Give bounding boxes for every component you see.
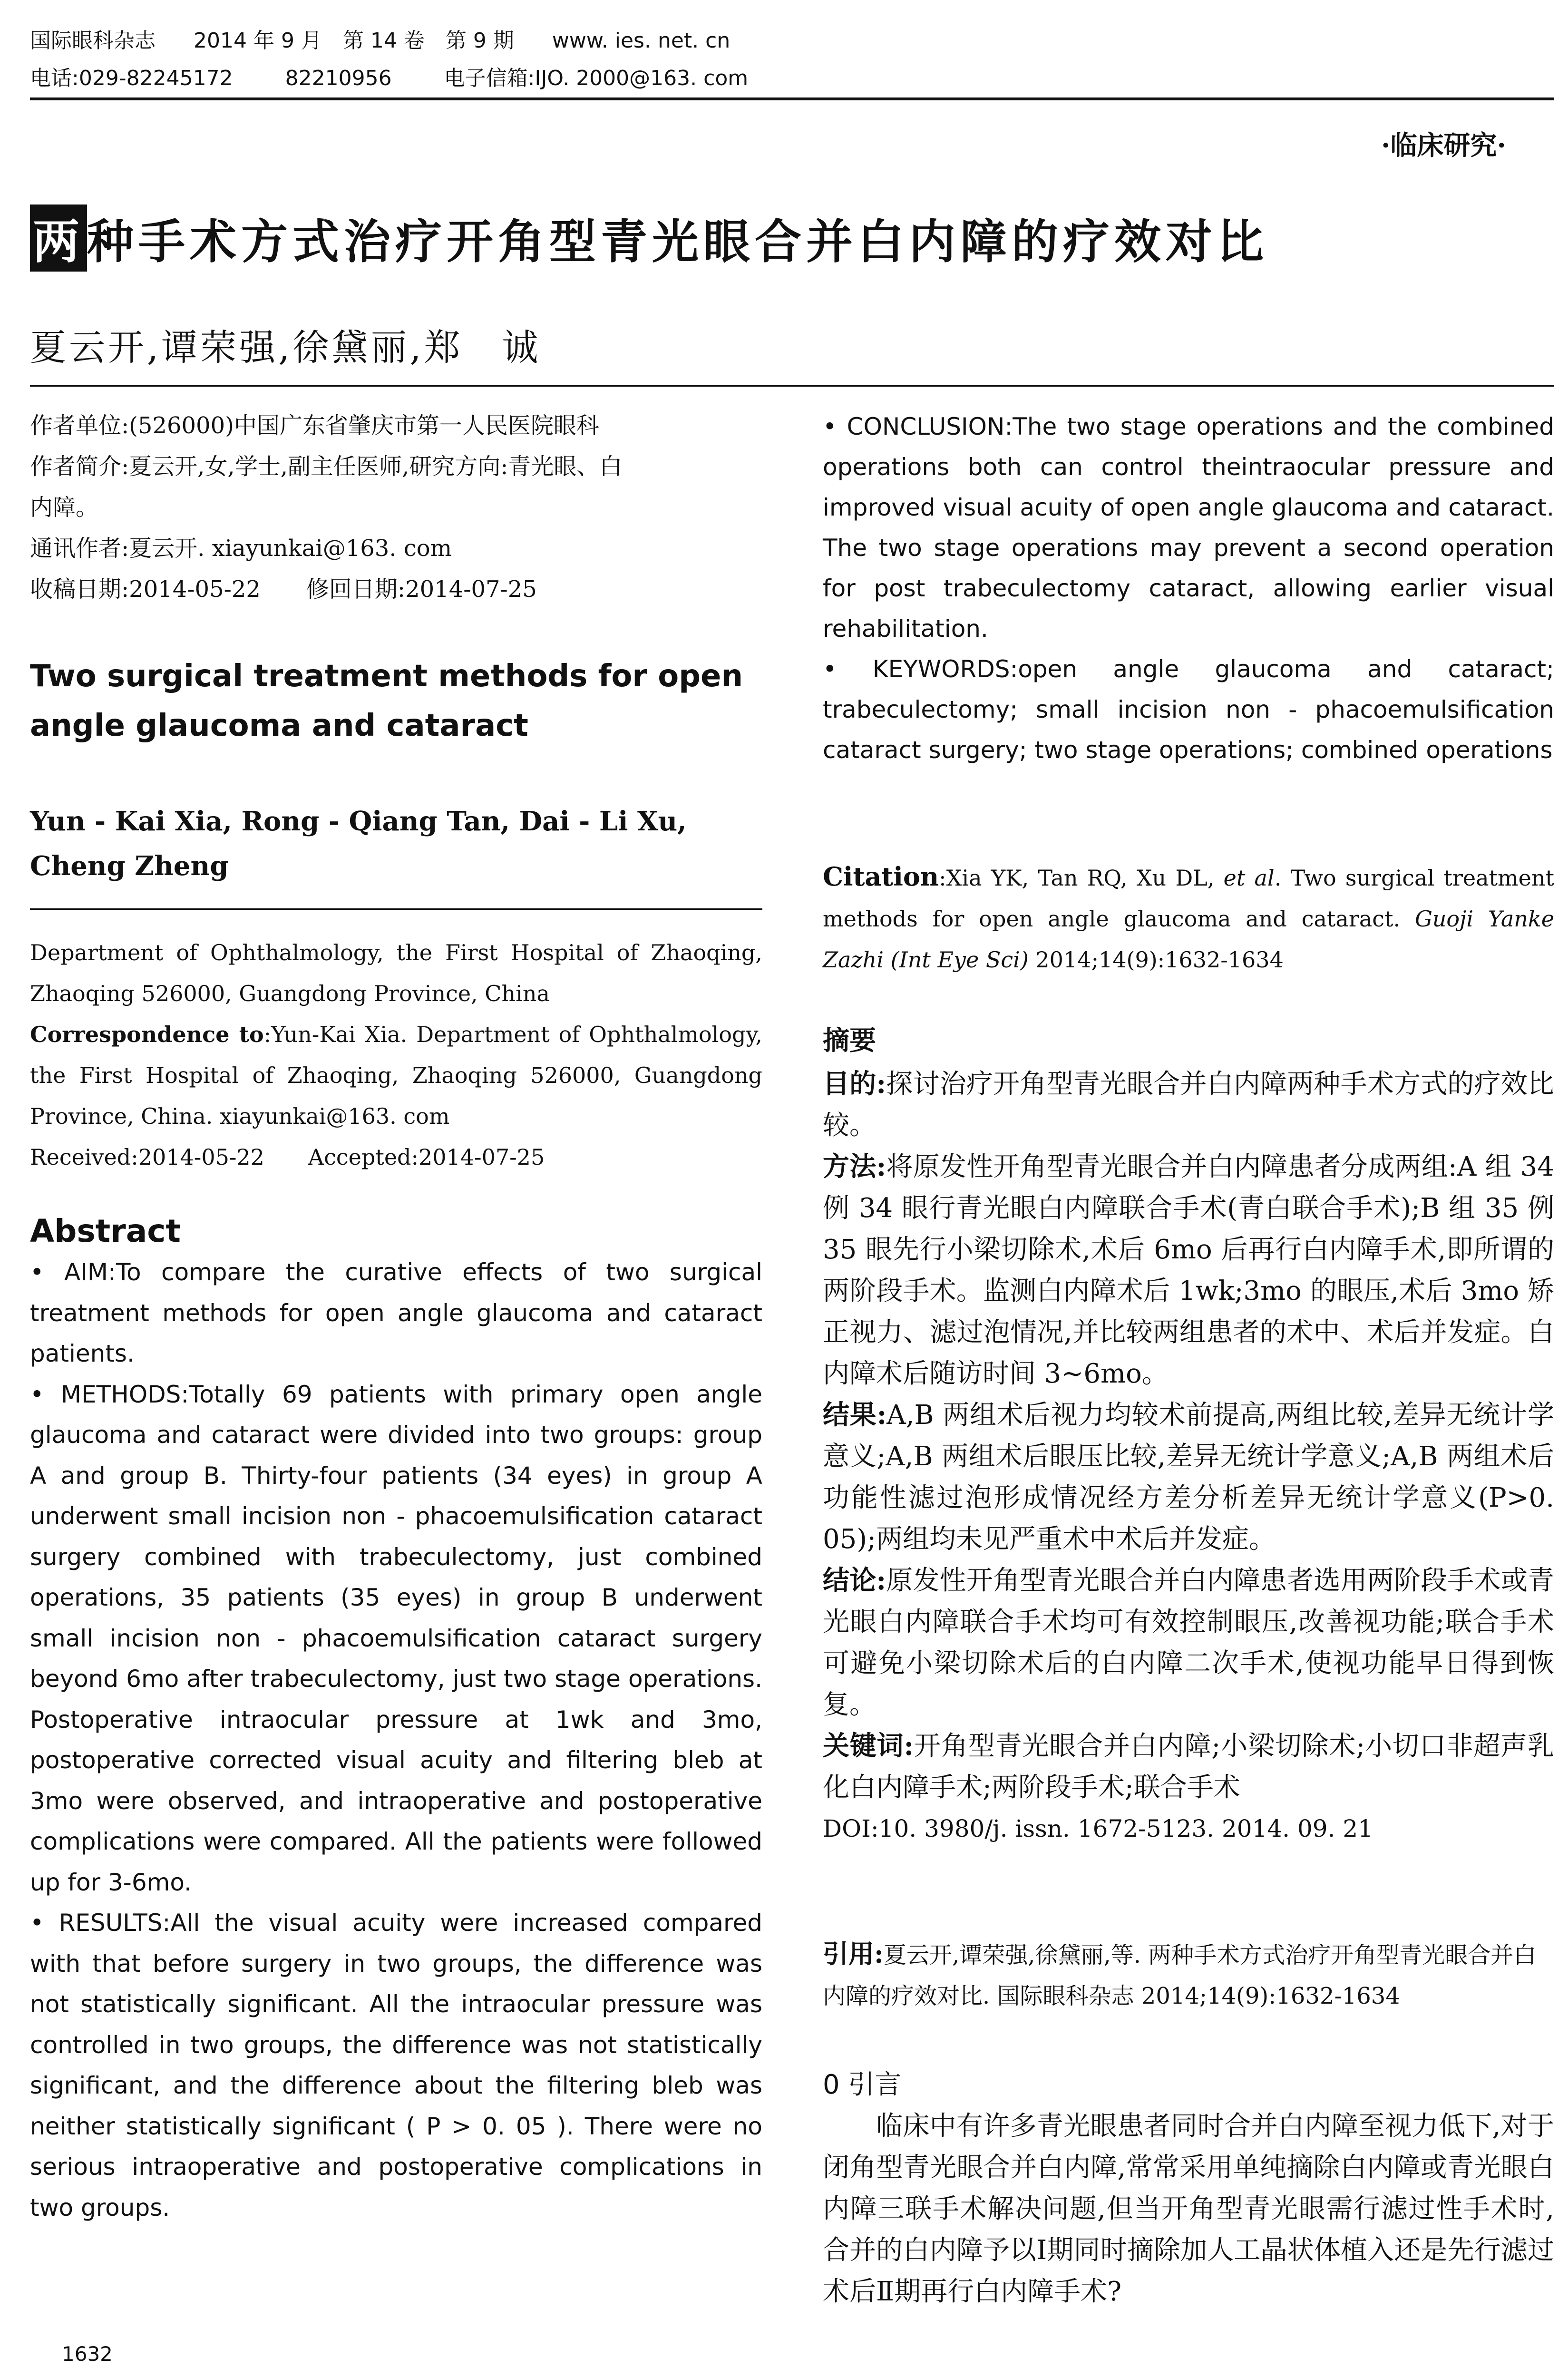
section-tag: ·临床研究·: [1381, 130, 1506, 161]
cn-citation-text: 夏云开,谭荣强,徐黛丽,等. 两种手术方式治疗开角型青光眼合并白内障的疗效对比. 国际眼科杂志 2014;14(9):1632-1634: [823, 1942, 1537, 2009]
authors-cn: 夏云开,谭荣强,徐黛丽,郑 诚: [30, 326, 541, 369]
abstract-keywords: [823, 649, 1554, 770]
aim-text: To compare the curative effects of two surgical treatment methods for open angle glaucoma and cataract patients.: [30, 1258, 762, 1367]
conclusion-label: • CONCLUSION:: [823, 413, 1013, 440]
issue-info: 2014 年 9 月 第 14 卷 第 9 期: [194, 29, 514, 53]
conclusion-text: The two stage operations and the combined operations both can control theintraocular pressure and improved visual acuity of open angle glaucoma and cataract. The two stage operations may prevent a second operation for post trabeculectomy cataract, allowing earlier visual rehabilitation.: [823, 413, 1554, 643]
citation-text-pre: :Xia YK, Tan RQ, Xu DL,: [939, 865, 1224, 891]
abstract-continued: [823, 407, 1554, 770]
abstract-methods: [30, 1374, 762, 1903]
citation-et-al: et al: [1223, 865, 1275, 891]
results-text: All the visual acuity were increased compared with that before surgery in two groups, the difference was not statistically significant. All the intraocular pressure was controlled in two groups, the difference was not statistically significant, and the difference about the filtering bleb was neither statistically significant ( P > 0. 05 ). There were no serious intraoperative and postoperative complications in two groups.: [30, 1909, 762, 2221]
title-rule: [30, 385, 1554, 387]
page-number: 1632: [62, 2342, 113, 2366]
citation-journal: Guoji Yanke Zazhi (Int Eye Sci): [823, 906, 1554, 973]
cn-citation: [823, 1933, 1554, 2017]
cn-keywords-text: 开角型青光眼合并白内障;小梁切除术;小切口非超声乳化白内障手术;两阶段手术;联合手术: [823, 1731, 1555, 1803]
en-title-block: [30, 652, 762, 750]
cn-conclusion-label: 结论:: [823, 1565, 886, 1596]
keywords-text: open angle glaucoma and cataract; trabeculectomy; small incision non - phacoemulsification cataract surgery; two stage operations; combined operations: [823, 655, 1554, 764]
article-title-cn: [30, 205, 1268, 272]
abstract-conclusion: [823, 407, 1554, 649]
cn-results-text: A,B 两组术后视力均较术前提高,两组比较,差异无统计学意义;A,B 两组术后眼压比较,差异无统计学意义;A,B 两组术后功能性滤过泡形成情况经方差分析差异无统计学意义(P>0. 05);两组均未见严重术中术后并发症。: [823, 1400, 1555, 1555]
cn-methods-text: 将原发性开角型青光眼合并白内障患者分成两组:A 组 34 例 34 眼行青光眼白内障联合手术(青白联合手术);B 组 35 例 35 眼先行小梁切除术,术后 6mo 后再行白内障手术,即所谓的两阶段手术。监测白内障术后 1wk;3mo 的眼压,术后 3mo 矫正视力、滤过泡情况,并比较两组患者的术中、术后并发症。白内障术后随访时间 3~6mo。: [823, 1151, 1554, 1389]
author-intro-2: 内障。: [30, 494, 99, 521]
article-title-en: Two surgical treatment methods for open angle glaucoma and cataract: [30, 659, 743, 743]
cn-conclusion-text: 原发性开角型青光眼合并白内障患者选用两阶段手术或青光眼白内障联合手术均可有效控制眼压,改善视功能;联合手术可避免小梁切除术后的白内障二次手术,使视功能早日得到恢复。: [823, 1565, 1555, 1720]
received-accepted: Received:2014-05-22 Accepted:2014-07-25: [30, 1144, 545, 1170]
cn-citation-block: [823, 1933, 1554, 2017]
phone: 电话:029-82245172: [30, 66, 233, 90]
aim-label: • AIM:: [30, 1258, 116, 1286]
author-info: [30, 405, 762, 610]
cn-abstract-heading: 摘要: [823, 1025, 876, 1056]
abstract-results: [30, 1903, 762, 2228]
citation-label: Citation: [823, 861, 939, 892]
correspondence-label: Correspondence to: [30, 1022, 264, 1047]
correspondence-text: :Yun-Kai Xia. Department of Ophthalmology, the First Hospital of Zhaoqing, Zhaoqing 526000, Guangdong Province, China. xiayunkai@163. com: [30, 1022, 762, 1129]
title-first-char: 两: [30, 205, 87, 272]
authors-en: Yun - Kai Xia, Rong - Qiang Tan, Dai - Li Xu, Cheng Zheng: [30, 806, 687, 882]
results-label: • RESULTS:: [30, 1909, 171, 1937]
cn-aim-text: 探讨治疗开角型青光眼合并白内障两种手术方式的疗效比较。: [823, 1069, 1555, 1141]
abstract-heading: Abstract: [30, 1213, 181, 1249]
cn-conclusion: [823, 1560, 1554, 1725]
received-dates: 收稿日期:2014-05-22 修回日期:2014-07-25: [30, 576, 537, 603]
corresponding-author: 通讯作者:夏云开. xiayunkai@163. com: [30, 535, 452, 562]
authors-rule: [30, 908, 762, 910]
methods-text: Totally 69 patients with primary open angle glaucoma and cataract were divided into two groups: group A and group B. Thirty-four patients (34 eyes) in group A underwent small incision non - phacoemulsification cataract surgery combined with trabeculectomy, just combined operations, 35 patients (35 eyes) in group B underwent small incision non - phacoemulsification cataract surgery beyond 6mo after trabeculectomy, just two stage operations. Postoperative intraocular pressure at 1wk and 3mo, postoperative corrected visual acuity and filtering bleb at 3mo were observed, and intraoperative and postoperative complications were compared. All the patients were followed up for 3-6mo.: [30, 1380, 762, 1896]
author-intro-1: 作者简介:夏云开,女,学士,副主任医师,研究方向:青光眼、白: [30, 453, 623, 480]
journal-name: 国际眼科杂志: [30, 29, 156, 53]
cn-methods-label: 方法:: [823, 1151, 886, 1182]
cn-citation-label: 引用:: [823, 1939, 884, 1969]
abstract-aim: [30, 1252, 762, 1374]
cn-aim: [823, 1063, 1554, 1146]
intro-heading: 0 引言: [823, 2069, 902, 2100]
introduction-block: [823, 2064, 1554, 2312]
website: www. ies. net. cn: [552, 29, 730, 53]
phone2: 82210956: [285, 66, 392, 90]
doi: DOI:10. 3980/j. issn. 1672-5123. 2014. 09. 21: [823, 1815, 1373, 1842]
header-rule: [30, 97, 1554, 100]
citation-text-mid: . Two surgical treatment methods for open angle glaucoma and cataract.: [823, 865, 1554, 932]
department-block: [30, 932, 762, 1178]
intro-text: 临床中有许多青光眼患者同时合并白内障至视力低下,对于闭角型青光眼合并白内障,常常采用单纯摘除白内障或青光眼白内障三联手术解决问题,但当开角型青光眼需行滤过性手术时,合并的白内障予以Ⅰ期同时摘除加人工晶状体植入还是先行滤过术后Ⅱ期再行白内障手术?: [823, 2111, 1554, 2307]
abstract-block: [30, 1213, 762, 2228]
cn-aim-label: 目的:: [823, 1068, 886, 1100]
correspondence: [30, 1014, 762, 1137]
citation: [823, 856, 1554, 980]
en-authors-block: [30, 799, 762, 888]
keywords-label: • KEYWORDS:: [823, 655, 1018, 683]
title-rest: 种手术方式治疗开角型青光眼合并白内障的疗效对比: [87, 214, 1269, 269]
department: Department of Ophthalmology, the First Hospital of Zhaoqing, Zhaoqing 526000, Guangdong Province, China: [30, 940, 762, 1006]
citation-text-post: 2014;14(9):1632-1634: [1028, 947, 1284, 973]
methods-label: • METHODS:: [30, 1380, 189, 1408]
cn-methods: [823, 1146, 1554, 1394]
journal-header-line1: [30, 27, 730, 55]
journal-header-line2: [30, 64, 748, 93]
cn-keywords: [823, 1725, 1554, 1808]
cn-abstract-block: [823, 1020, 1554, 1850]
citation-block: [823, 856, 1554, 980]
cn-keywords-label: 关键词:: [823, 1730, 914, 1762]
email: 电子信箱:IJO. 2000@163. com: [444, 66, 749, 90]
author-unit: 作者单位:(526000)中国广东省肇庆市第一人民医院眼科: [30, 412, 599, 439]
cn-results-label: 结果:: [823, 1399, 887, 1431]
cn-results: [823, 1394, 1554, 1560]
